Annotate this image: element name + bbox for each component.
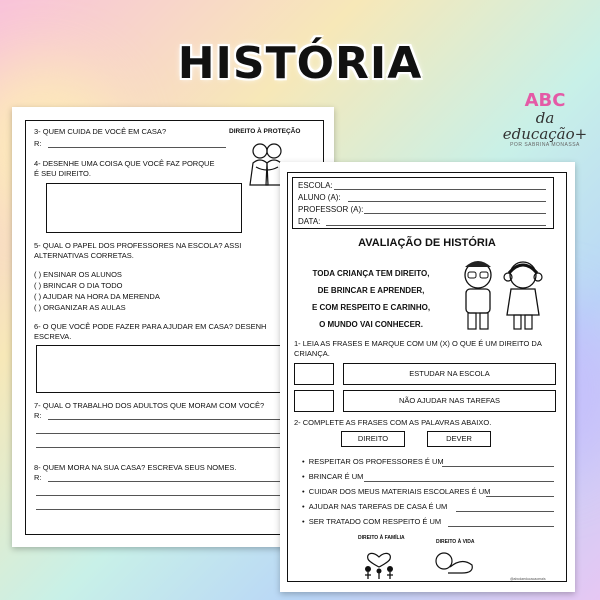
poem-line: E COM RESPEITO E CARINHO, bbox=[311, 303, 431, 312]
question-1-line-2: CRIANÇA. bbox=[294, 349, 330, 358]
fill-sentence-text: SER TRATADO COM RESPEITO É UM bbox=[308, 517, 442, 526]
logo-edu: da educação+ bbox=[502, 109, 588, 143]
student-field[interactable] bbox=[348, 201, 546, 202]
answer-line bbox=[48, 147, 226, 148]
poem-line: O MUNDO VAI CONHECER. bbox=[319, 320, 423, 329]
word-direito: DIREITO bbox=[341, 431, 405, 447]
question-4: 4- DESENHE UMA COISA QUE VOCÊ FAZ PORQUE bbox=[34, 159, 215, 168]
fill-blank[interactable] bbox=[456, 511, 554, 512]
fill-sentence-text: CUIDAR DOS MEUS MATERIAIS ESCOLARES É UM bbox=[308, 487, 491, 496]
logo-byline: POR SABRINA MONASSA bbox=[510, 142, 580, 148]
fill-sentence-text: RESPEITAR OS PROFESSORES É UM bbox=[308, 457, 444, 466]
drawing-box[interactable] bbox=[46, 183, 242, 233]
fill-sentence-text: BRINCAR É UM bbox=[308, 472, 364, 481]
brand-logo bbox=[495, 90, 595, 148]
sentence-box: NÃO AJUDAR NAS TAREFAS bbox=[343, 390, 556, 412]
question-5-line-2: ALTERNATIVAS CORRETAS. bbox=[34, 251, 134, 260]
option-checkbox[interactable]: ( ) BRINCAR O DIA TODO bbox=[34, 281, 123, 290]
worksheet-front-frame bbox=[287, 172, 567, 582]
worksheet-front bbox=[280, 162, 575, 592]
fill-sentence-text: AJUDAR NAS TAREFAS DE CASA É UM bbox=[308, 502, 448, 511]
answer-line[interactable] bbox=[36, 433, 318, 434]
teacher-field[interactable] bbox=[364, 213, 546, 214]
fill-blank[interactable] bbox=[448, 526, 554, 527]
fill-sentence: • CUIDAR DOS MEUS MATERIAIS ESCOLARES É UM bbox=[302, 487, 491, 496]
fill-blank[interactable] bbox=[486, 496, 554, 497]
answer-line[interactable] bbox=[36, 447, 318, 448]
children-illustration-icon bbox=[451, 255, 551, 335]
word-dever: DEVER bbox=[427, 431, 491, 447]
question-7: 7- QUAL O TRABALHO DOS ADULTOS QUE MORAM COM VOCÊ? bbox=[34, 401, 265, 410]
teacher-field-label: PROFESSOR (A): bbox=[298, 205, 364, 214]
option-checkbox[interactable]: ( ) ORGANIZAR AS AULAS bbox=[34, 303, 126, 312]
family-heart-icon bbox=[356, 541, 402, 581]
school-field-label: ESCOLA: bbox=[298, 181, 333, 190]
mark-box[interactable] bbox=[294, 363, 334, 385]
fill-sentence: • SER TRATADO COM RESPEITO É UM bbox=[302, 517, 442, 526]
question-1: 1- LEIA AS FRASES E MARQUE COM UM (X) O QUE É UM DIREITO DA bbox=[294, 339, 542, 348]
answer-line[interactable] bbox=[48, 481, 318, 482]
answer-label: R: bbox=[34, 473, 42, 482]
poem-line: DE BRINCAR E APRENDER, bbox=[317, 286, 425, 295]
option-checkbox[interactable]: ( ) ENSINAR OS ALUNOS bbox=[34, 270, 122, 279]
answer-label: R: bbox=[34, 139, 42, 148]
fill-blank[interactable] bbox=[364, 481, 554, 482]
life-label: DIREITO À VIDA bbox=[436, 539, 475, 545]
page-title: HISTÓRIA bbox=[177, 38, 423, 89]
date-field[interactable] bbox=[326, 225, 546, 226]
question-8: 8- QUEM MORA NA SUA CASA? ESCREVA SEUS NOMES. bbox=[34, 463, 237, 472]
question-4-line-2: É SEU DIREITO. bbox=[34, 169, 91, 178]
school-field[interactable] bbox=[334, 189, 546, 190]
option-checkbox[interactable]: ( ) AJUDAR NA HORA DA MERENDA bbox=[34, 292, 160, 301]
fill-blank[interactable] bbox=[442, 466, 554, 467]
answer-line[interactable] bbox=[36, 509, 318, 510]
answer-label: R: bbox=[34, 411, 42, 420]
protection-tag: DIREITO À PROTEÇÃO bbox=[229, 128, 301, 135]
poem-line: TODA CRIANÇA TEM DIREITO, bbox=[312, 269, 430, 278]
answer-line[interactable] bbox=[48, 419, 318, 420]
date-field-label: DATA: bbox=[298, 217, 321, 226]
answer-line[interactable] bbox=[36, 495, 318, 496]
logo-abc: ABC bbox=[524, 90, 566, 111]
assessment-heading: AVALIAÇÃO DE HISTÓRIA bbox=[358, 237, 496, 249]
sentence-box: ESTUDAR NA ESCOLA bbox=[343, 363, 556, 385]
baby-icon bbox=[432, 547, 476, 577]
question-6-line-2: ESCREVA. bbox=[34, 332, 72, 341]
fill-sentence: • RESPEITAR OS PROFESSORES É UM bbox=[302, 457, 444, 466]
fill-sentence: • AJUDAR NAS TAREFAS DE CASA É UM bbox=[302, 502, 448, 511]
fill-sentence: • BRINCAR É UM bbox=[302, 472, 364, 481]
family-label: DIREITO À FAMÍLIA bbox=[358, 535, 405, 541]
question-3: 3- QUEM CUIDA DE VOCÊ EM CASA? bbox=[34, 127, 167, 136]
student-field-label: ALUNO (A): bbox=[298, 193, 341, 202]
question-2: 2- COMPLETE AS FRASES COM AS PALAVRAS ABAIXO. bbox=[294, 418, 492, 427]
question-5: 5- QUAL O PAPEL DOS PROFESSORES NA ESCOLA? ASSI bbox=[34, 241, 242, 250]
question-6: 6- O QUE VOCÊ PODE FAZER PARA AJUDAR EM CASA? DESENH bbox=[34, 322, 267, 331]
credit-handle: @abcdaeducacaomais bbox=[510, 577, 546, 581]
mark-box[interactable] bbox=[294, 390, 334, 412]
